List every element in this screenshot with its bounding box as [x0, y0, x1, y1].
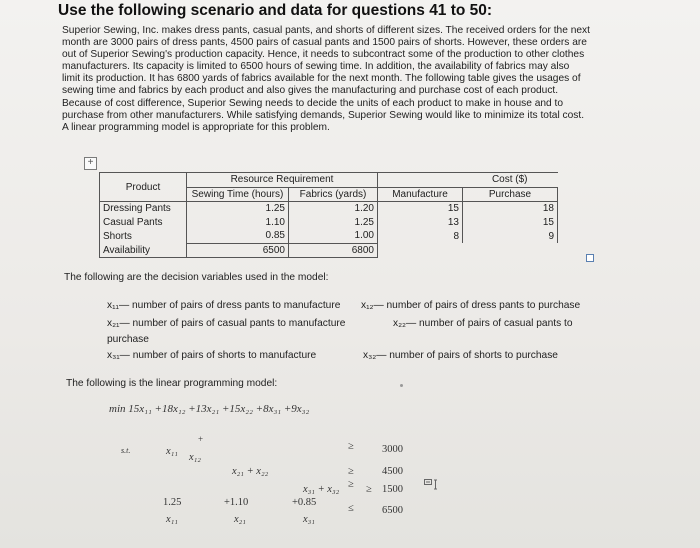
c4-var-b: x₂₁ [234, 514, 246, 525]
var-x32: x₃₂— number of pairs of shorts to purchase [363, 350, 558, 361]
c2-lhs: x₂₁ + x₂₂ [232, 466, 269, 477]
cell-fabric: 1.25 [289, 216, 378, 230]
table-resize-handle[interactable] [586, 254, 594, 262]
cell-manufacture: 8 [378, 229, 463, 243]
scenario-line: A linear programming model is appropriate for this problem. [62, 121, 330, 133]
cell-availability-fabric: 6800 [289, 243, 378, 258]
header-cost: Cost ($) [378, 173, 558, 188]
c3-rhs: 1500 [382, 484, 403, 495]
c3-lhs: x₃₁ + x₃₂ [303, 484, 340, 495]
cell-availability-sewing: 6500 [187, 243, 289, 258]
c1-rhs: 3000 [382, 444, 403, 455]
table-row [100, 216, 558, 230]
scenario-paragraph [62, 25, 652, 134]
page-title: Use the following scenario and data for questions 41 to 50: [58, 2, 493, 19]
var-x31: x₃₁— number of pairs of shorts to manufacture [107, 350, 317, 361]
var-x12: x₁₂— number of pairs of dress pants to purchase [361, 300, 581, 311]
cell-sewing: 1.10 [187, 216, 289, 230]
cell-product: Shorts [100, 229, 187, 243]
cell-product: Dressing Pants [100, 202, 187, 216]
stray-dot [400, 384, 403, 387]
c4-coef-a: 1.25 [163, 497, 182, 508]
cell-purchase: 9 [463, 229, 558, 243]
c1-var-b: x₁₂ [189, 452, 201, 463]
cell-product: Casual Pants [100, 216, 187, 230]
c4-coef-b: +1.10 [224, 497, 249, 508]
c1-var-a: x₁₁ [166, 446, 178, 457]
objective-function: min 15x₁₁ +18x₁₂ +13x₂₁ +15x₂₂ +8x₃₁ +9x₃₂ [109, 403, 310, 415]
var-x22: x₂₂— number of pairs of casual pants to [393, 318, 573, 329]
c1-relation: ≥ [348, 441, 354, 452]
var-x11: x₁₁— number of pairs of dress pants to manufacture [107, 300, 341, 311]
header-sewing: Sewing Time (hours) [187, 187, 289, 202]
resource-cost-table [99, 172, 558, 258]
cell-manufacture: 13 [378, 216, 463, 230]
c3-relation-extra: ≥ [348, 479, 354, 490]
header-product: Product [100, 173, 187, 202]
c4-relation: ≤ [348, 503, 354, 514]
scenario-line: limit its production. It has 6800 yards of fabrics available for the next month. The following table gives the usages of [62, 73, 581, 85]
header-fabric: Fabrics (yards) [289, 187, 378, 202]
table-row [100, 202, 558, 216]
scenario-line: out of Superior Sewing's production capacity. Hence, it needs to subcontract some of the production to other clothes [62, 49, 585, 61]
c4-coef-c: +0.85 [292, 497, 317, 508]
c3-relation: ≥ [366, 484, 372, 495]
decision-intro: The following are the decision variables used in the model: [64, 272, 329, 283]
cell-sewing: 0.85 [187, 229, 289, 243]
cell-manufacture: 15 [378, 202, 463, 216]
cell-availability-label: Availability [100, 243, 187, 258]
table-row [100, 229, 558, 243]
var-purchase-word: purchase [107, 334, 149, 345]
scenario-line: Because of cost difference, Superior Sewing needs to decide the units of each product to make in house and to [62, 97, 564, 109]
cell-fabric: 1.00 [289, 229, 378, 243]
equation-tool-icon[interactable] [424, 479, 438, 490]
model-intro: The following is the linear programming model: [66, 378, 278, 389]
c2-relation: ≥ [348, 466, 354, 477]
scenario-line: purchase from other manufacturers. While satisfying demands, Superior Sewing would like to minimize its total cost. [62, 109, 585, 121]
header-purchase: Purchase [463, 187, 558, 202]
cell-sewing: 1.25 [187, 202, 289, 216]
table-move-handle-icon[interactable]: + [84, 157, 97, 170]
cell-purchase: 18 [463, 202, 558, 216]
header-manufacture: Manufacture [378, 187, 463, 202]
table-row [100, 243, 558, 258]
plus-sign: + [198, 434, 204, 444]
header-resource: Resource Requirement [187, 173, 378, 188]
var-x21: x₂₁— number of pairs of casual pants to manufacture [107, 318, 346, 329]
c4-var-c: x₃₁ [303, 514, 315, 525]
scenario-line: month are 3000 pairs of dress pants, 4500 pairs of casual pants and 1500 pairs of shorts. However, these orders are [62, 37, 587, 49]
scenario-line: manufacturers. Its capacity is limited to 6500 hours of sewing time. In addition, the availability of fabrics may also [62, 61, 570, 73]
c2-rhs: 4500 [382, 466, 403, 477]
scenario-line: Superior Sewing, Inc. makes dress pants, casual pants, and shorts of different sizes. The received orders for the next [62, 25, 590, 36]
st-label: s.t. [121, 446, 131, 455]
c4-var-a: x₁₁ [166, 514, 178, 525]
cell-purchase: 15 [463, 216, 558, 230]
scenario-line: sewing time and fabrics by each product and also gives the manufacturing and purchase cost of each product. [62, 85, 559, 97]
cell-fabric: 1.20 [289, 202, 378, 216]
c4-rhs: 6500 [382, 505, 403, 516]
